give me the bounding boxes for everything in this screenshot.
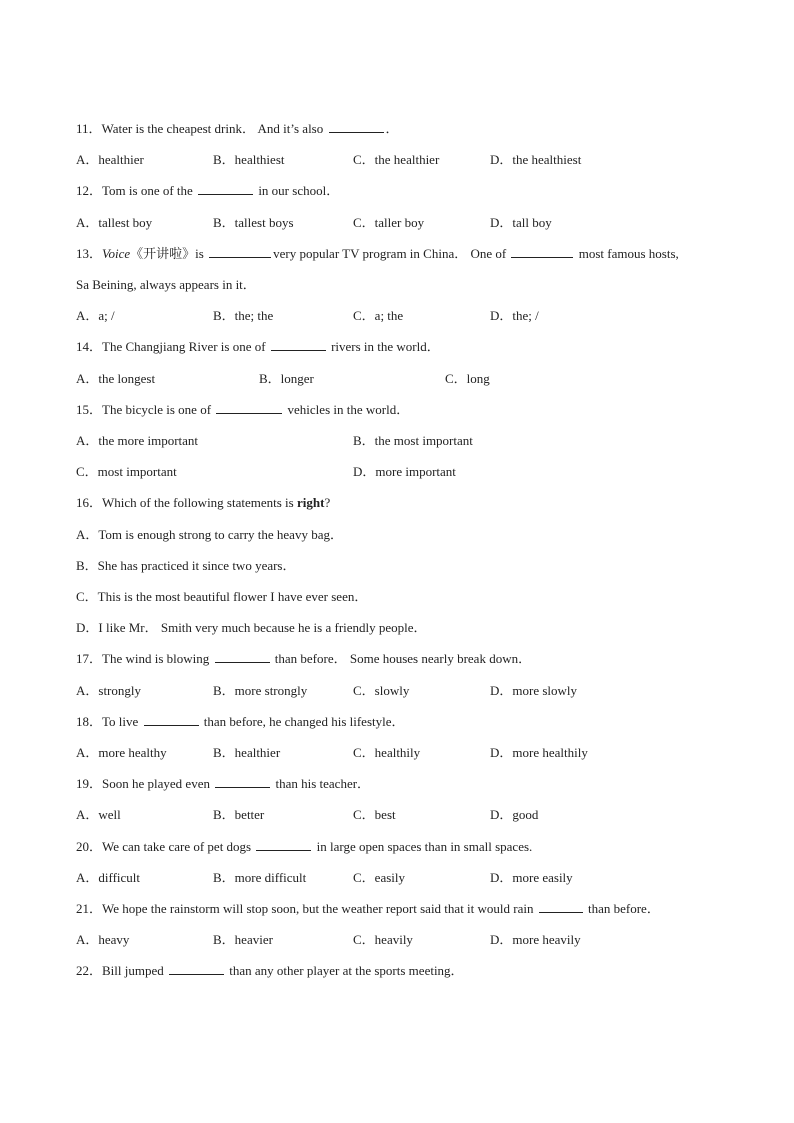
question-number: 19． [76,776,103,791]
option-c[interactable]: C．best [353,807,396,822]
option-d[interactable]: D．more slowly [490,683,578,698]
options-11 [76,150,734,170]
question-18 [76,712,734,732]
option-a[interactable]: A．strongly [76,683,142,698]
option-c[interactable]: C．healthily [353,745,421,760]
option-b[interactable]: B．more strongly [213,683,308,698]
answer-blank[interactable] [539,899,583,913]
answer-blank[interactable] [209,244,271,258]
question-text: Sa Beining, always appears in it． [76,277,256,292]
option-d[interactable]: D．I like Mr． Smith very much because he is a friendly people． [76,620,427,635]
question-text: ． [385,121,399,136]
question-text: than before． Some houses nearly break down． [274,651,532,666]
answer-blank[interactable] [329,119,384,133]
option-d[interactable]: D．the; / [490,308,539,323]
option-d[interactable]: D．more easily [490,870,573,885]
option-b[interactable]: B．the; the [213,308,274,323]
question-text: To live [102,714,139,729]
question-number: 18． [76,714,103,729]
option-c[interactable]: C．easily [353,870,405,885]
question-number: 11． [76,121,102,136]
options-13 [76,306,734,326]
option-b[interactable]: B．the most important [353,433,473,448]
option-b[interactable]: B．healthier [213,745,281,760]
question-text: vehicles in the world． [287,402,410,417]
question-text: The Changjiang River is one of [102,339,266,354]
question-21 [76,899,734,919]
answer-blank[interactable] [215,774,270,788]
option-c[interactable]: C．slowly [353,683,410,698]
question-text: in our school． [258,183,340,198]
option-b[interactable]: B．She has practiced it since two years． [76,558,296,573]
options-17 [76,681,734,701]
answer-blank[interactable] [144,712,199,726]
question-13-continued [76,275,734,295]
question-16 [76,493,734,513]
question-number: 13． [76,246,103,261]
option-a[interactable]: A．tallest boy [76,215,153,230]
question-text: The bicycle is one of [102,402,212,417]
option-b[interactable]: B．better [213,807,265,822]
option-b[interactable]: B．heavier [213,932,273,947]
question-number: 15． [76,402,103,417]
question-20 [76,837,734,857]
question-text: Tom is one of the [102,183,193,198]
option-16-b[interactable] [76,556,734,576]
question-text: than before． [588,901,660,916]
option-a[interactable]: A．the longest [76,371,156,386]
option-a[interactable]: A．heavy [76,932,130,947]
option-a[interactable]: A．well [76,807,121,822]
question-number: 22． [76,963,103,978]
answer-blank[interactable] [215,649,270,663]
question-11 [76,119,734,139]
question-number: 20． [76,839,103,854]
question-text: Water is the cheapest drink． And it’s also [101,121,324,136]
option-c[interactable]: C．This is the most beautiful flower I have ever seen． [76,589,368,604]
question-text: than before, he changed his lifestyle． [203,714,405,729]
option-d[interactable]: D．the healthiest [490,152,582,167]
options-19 [76,805,734,825]
options-18 [76,743,734,763]
option-a[interactable]: A．a; / [76,308,115,323]
question-text: than his teacher． [275,776,371,791]
question-22 [76,961,734,981]
options-14 [76,369,734,389]
option-d[interactable]: D．more heavily [490,932,581,947]
option-c[interactable]: C．a; the [353,308,404,323]
option-a[interactable]: A．healthier [76,152,144,167]
answer-blank[interactable] [511,244,573,258]
option-d[interactable]: D．good [490,807,539,822]
options-12 [76,213,734,233]
question-19 [76,774,734,794]
option-c[interactable]: C．long [445,371,490,386]
option-a[interactable]: A．more healthy [76,745,167,760]
option-b[interactable]: B．healthiest [213,152,285,167]
option-16-d[interactable] [76,618,734,638]
option-b[interactable]: B．longer [259,371,314,386]
question-12 [76,181,734,201]
option-d[interactable]: D．tall boy [490,215,552,230]
question-14 [76,337,734,357]
question-number: 21． [76,901,103,916]
question-text: We hope the rainstorm will stop soon, but the weather report said that it would rain [102,901,534,916]
option-16-c[interactable] [76,587,734,607]
question-15 [76,400,734,420]
question-text: Soon he played even [102,776,210,791]
option-a[interactable]: A．Tom is enough strong to carry the heavy bag． [76,527,343,542]
question-number: 14． [76,339,103,354]
option-c[interactable]: C．the healthier [353,152,440,167]
question-text: most famous hosts, [578,246,679,261]
question-text: ? [324,495,331,510]
question-number: 12． [76,183,103,198]
option-d[interactable]: D．more healthily [490,745,588,760]
options-21 [76,930,734,950]
emphasis-word: right [296,495,325,510]
option-d[interactable]: D．more important [353,464,456,479]
question-text: in large open spaces than in small spaces. [316,839,533,854]
option-b[interactable]: B．more difficult [213,870,307,885]
question-13 [76,244,734,264]
question-text: Bill jumped [102,963,164,978]
question-text: The wind is blowing [102,651,210,666]
options-20 [76,868,734,888]
question-text: rivers in the world． [331,339,440,354]
option-16-a[interactable] [76,525,734,545]
options-15-row-1 [76,431,734,451]
answer-blank[interactable] [256,837,311,851]
option-c[interactable]: C．heavily [353,932,413,947]
question-number: 17． [76,651,103,666]
question-17 [76,649,734,669]
options-15-row-2 [76,462,734,482]
question-text: Which of the following statements is [102,495,294,510]
option-c[interactable]: C．most important [76,464,177,479]
option-b[interactable]: B．tallest boys [213,215,294,230]
option-c[interactable]: C．taller boy [353,215,425,230]
question-text: We can take care of pet dogs [102,839,252,854]
question-text: very popular TV program in China． One of [273,246,507,261]
answer-blank[interactable] [271,337,326,351]
option-a[interactable]: A．difficult [76,870,141,885]
question-text: 《开讲啦》is [130,246,204,261]
option-a[interactable]: A．the more important [76,433,199,448]
program-name: Voice [102,246,131,261]
answer-blank[interactable] [198,181,253,195]
answer-blank[interactable] [216,400,282,414]
question-number: 16． [76,495,103,510]
question-text: than any other player at the sports meeting． [229,963,464,978]
answer-blank[interactable] [169,961,224,975]
